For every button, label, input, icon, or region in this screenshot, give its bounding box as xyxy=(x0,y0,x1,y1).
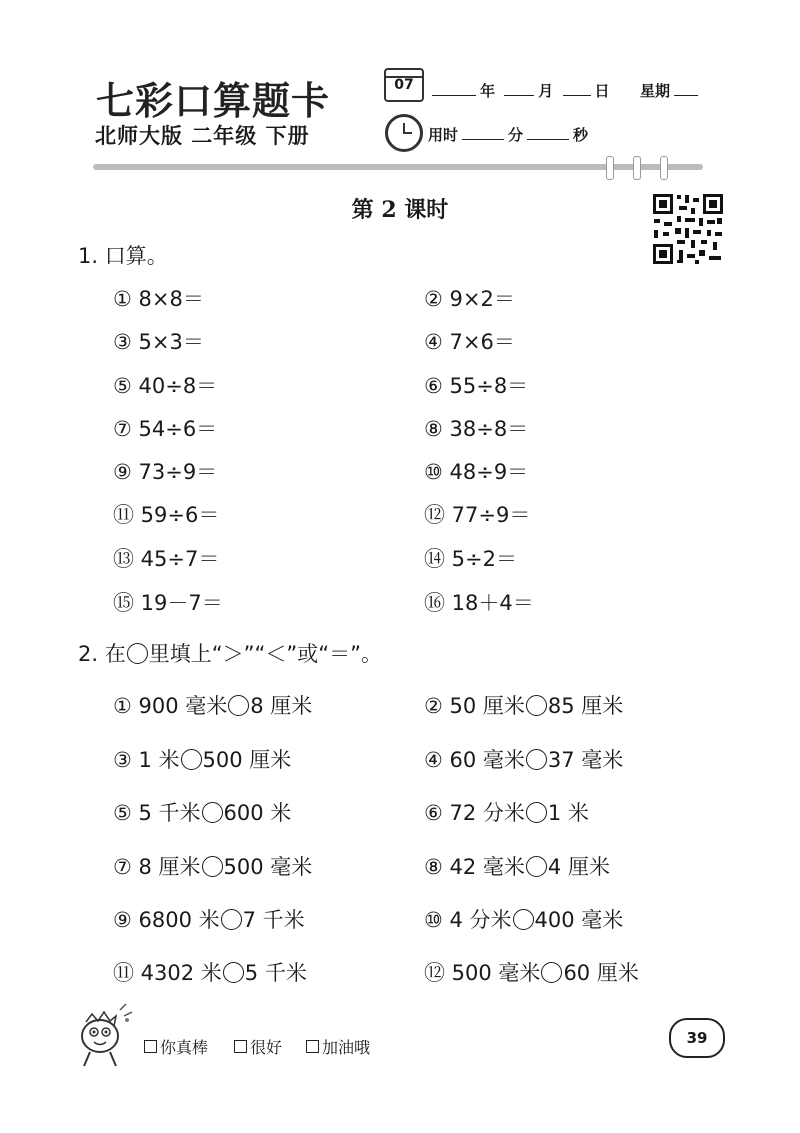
qr-code-icon[interactable] xyxy=(651,192,725,266)
date-fill-line: 年 月 日 星期 xyxy=(428,80,702,101)
brand-logo: 七彩口算题卡 xyxy=(96,78,331,123)
calc-item: ⑦ 54÷6＝ xyxy=(113,417,218,441)
checkbox[interactable] xyxy=(234,1040,247,1053)
compare-item: ⑨ 6800 米 7 千米 xyxy=(113,908,305,932)
compare-item: ① 900 毫米 8 厘米 xyxy=(113,694,313,718)
calc-item: ④ 7×6＝ xyxy=(424,330,515,354)
checkbox[interactable] xyxy=(306,1040,319,1053)
calc-item: ⑪ 59÷6＝ xyxy=(113,503,220,527)
clock-icon xyxy=(385,114,423,152)
second-blank[interactable] xyxy=(527,125,569,140)
answer-circle[interactable] xyxy=(181,749,202,770)
time-fill-line: 用时 分 秒 xyxy=(428,126,589,144)
answer-circle[interactable] xyxy=(526,802,547,823)
compare-item: ⑦ 8 厘米 500 毫米 xyxy=(113,855,313,879)
rating-option[interactable]: 加油哦 xyxy=(306,1035,370,1058)
edition-label: 北师大版 二年级 下册 xyxy=(95,124,310,148)
answer-circle[interactable] xyxy=(228,695,249,716)
compare-item: ⑫ 500 毫米 60 厘米 xyxy=(424,961,639,985)
calc-item: ⑮ 19－7＝ xyxy=(113,591,223,615)
compare-item: ⑥ 72 分米 1 米 xyxy=(424,801,589,825)
answer-circle[interactable] xyxy=(526,695,547,716)
calc-item: ③ 5×3＝ xyxy=(113,330,204,354)
compare-item: ⑤ 5 千米 600 米 xyxy=(113,801,292,825)
compare-item: ⑪ 4302 米 5 千米 xyxy=(113,961,307,985)
calc-item: ⑩ 48÷9＝ xyxy=(424,460,529,484)
year-blank[interactable] xyxy=(432,81,476,96)
calc-item: ⑧ 38÷8＝ xyxy=(424,417,529,441)
compare-item: ⑧ 42 毫米 4 厘米 xyxy=(424,855,610,879)
checkbox[interactable] xyxy=(144,1040,157,1053)
calc-item: ⑬ 45÷7＝ xyxy=(113,547,220,571)
weekday-blank[interactable] xyxy=(674,81,698,96)
binder-ring xyxy=(606,156,614,180)
calendar-icon xyxy=(384,68,424,102)
day-blank[interactable] xyxy=(563,81,591,96)
answer-circle[interactable] xyxy=(526,749,547,770)
mascot-icon xyxy=(72,1000,136,1070)
calc-item: ② 9×2＝ xyxy=(424,287,515,311)
month-blank[interactable] xyxy=(504,81,534,96)
question-1-heading: 1. 口算。 xyxy=(78,244,168,268)
lesson-title: 第 2 课时 xyxy=(351,197,449,223)
answer-circle[interactable] xyxy=(202,802,223,823)
minute-blank[interactable] xyxy=(462,125,504,140)
calendar-day: 07 xyxy=(394,77,414,93)
compare-item: ② 50 厘米 85 厘米 xyxy=(424,694,624,718)
compare-item: ③ 1 米 500 厘米 xyxy=(113,748,292,772)
page-number: 39 xyxy=(669,1018,725,1058)
binder-ring xyxy=(633,156,641,180)
answer-circle[interactable] xyxy=(223,962,244,983)
rating-option[interactable]: 很好 xyxy=(234,1035,282,1058)
calc-item: ⑫ 77÷9＝ xyxy=(424,503,531,527)
calc-item: ⑭ 5÷2＝ xyxy=(424,547,517,571)
calc-item: ⑥ 55÷8＝ xyxy=(424,374,529,398)
compare-circle xyxy=(127,643,148,664)
compare-item: ④ 60 毫米 37 毫米 xyxy=(424,748,624,772)
calc-item: ① 8×8＝ xyxy=(113,287,204,311)
calc-item: ⑯ 18＋4＝ xyxy=(424,591,534,615)
answer-circle[interactable] xyxy=(541,962,562,983)
question-2-heading: 2. 在 里填上“＞”“＜”或“＝”。 xyxy=(78,642,382,666)
answer-circle[interactable] xyxy=(202,856,223,877)
answer-circle[interactable] xyxy=(221,909,242,930)
calc-item: ⑤ 40÷8＝ xyxy=(113,374,218,398)
answer-circle[interactable] xyxy=(513,909,534,930)
binder-ring xyxy=(660,156,668,180)
rating-option[interactable]: 你真棒 xyxy=(144,1035,208,1058)
compare-item: ⑩ 4 分米 400 毫米 xyxy=(424,908,624,932)
calc-item: ⑨ 73÷9＝ xyxy=(113,460,218,484)
answer-circle[interactable] xyxy=(526,856,547,877)
